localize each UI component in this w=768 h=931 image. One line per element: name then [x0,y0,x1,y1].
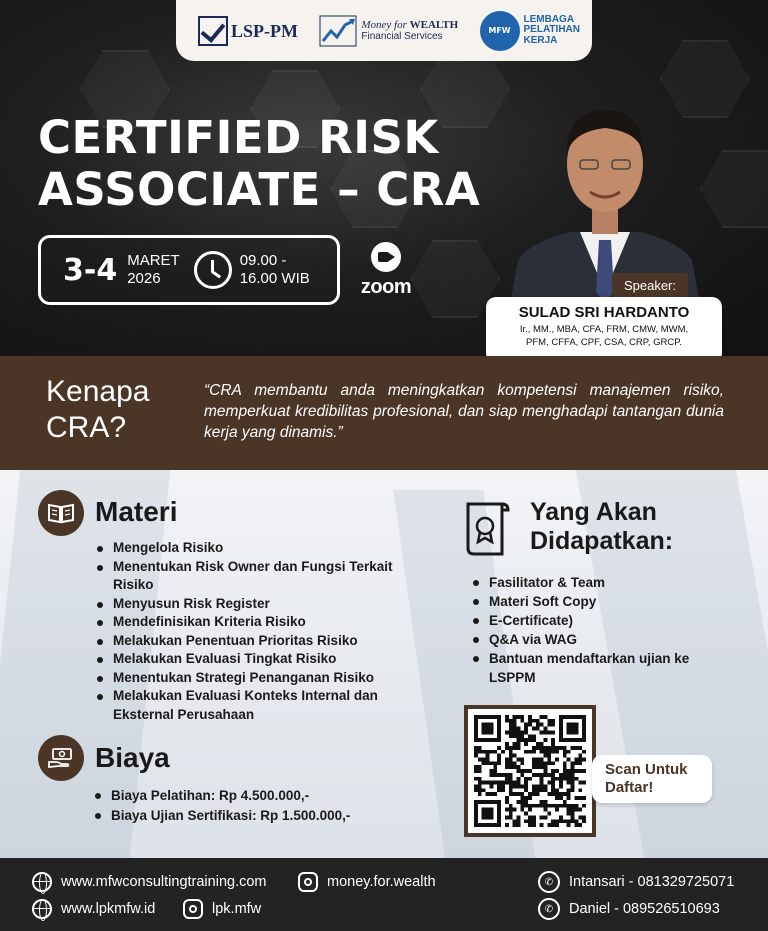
list-item: Menyusun Risk Register [95,595,430,614]
footer-website-1[interactable] [32,872,267,892]
event-time-start: 09.00 - [239,252,287,269]
list-item: Menentukan Risk Owner dan Fungsi Terkait Risiko [95,558,430,595]
whatsapp-icon: ✆ [538,898,560,920]
website-2-text[interactable]: www.lpkmfw.id [61,901,156,917]
title-line-1: CERTIFIED RISK [38,111,439,164]
certificate-icon [462,500,514,558]
materi-list [95,539,430,724]
list-item: Bantuan mendaftarkan ujian ke LSPPM [471,649,721,687]
mfw-logo [319,15,458,47]
list-item: Biaya Ujian Sertifikasi: Rp 1.500.000,- [93,806,433,826]
logo-bar [176,0,592,61]
footer-whatsapp-2[interactable] [538,898,720,920]
title-line-2: ASSOCIATE – CRA [38,163,481,216]
scan-callout [592,755,712,803]
platform-label: zoom [360,276,412,298]
footer-instagram-2[interactable] [183,899,261,919]
biaya-title: Biaya [95,742,170,773]
qr-code[interactable] [464,705,596,837]
benefits-list [471,573,721,687]
book-icon [38,490,84,536]
list-item: E-Certificate) [471,611,721,630]
list-item: Materi Soft Copy [471,592,721,611]
lpk-text-2: PELATIHAN [523,24,580,36]
event-date: 3-4 [63,252,118,288]
benefits-title-line-1: Yang Akan [530,498,657,526]
speaker-name: SULAD SRI HARDANTO [518,304,690,321]
instagram-2-text[interactable]: lpk.mfw [212,901,262,917]
globe-icon [32,872,52,892]
lpk-logo [480,11,580,51]
speaker-label: Speaker: [612,273,688,297]
whatsapp-icon: ✆ [538,871,560,893]
event-schedule-box [38,235,340,305]
why-section [0,356,768,470]
website-1-text[interactable]: www.mfwconsultingtraining.com [61,874,267,890]
page-title [38,112,518,216]
speaker-credentials-1: Ir., MM., MBA, CFA, FRM, CMW, MWM, [519,324,689,335]
money-hand-icon [38,735,84,781]
why-title-line-1: Kenapa [46,375,150,408]
scan-text-1: Scan Untuk [605,761,688,778]
footer-whatsapp-1[interactable] [538,871,734,893]
event-month: MARET [127,252,180,269]
why-title [46,374,149,446]
lpk-emblem: MFW [480,11,520,51]
footer-website-2[interactable] [32,899,155,919]
list-item: Q&A via WAG [471,630,721,649]
list-item: Mendefinisikan Kriteria Risiko [95,613,430,632]
mfw-text-1: Money for [361,19,407,31]
mfw-text-2: Financial Services [361,31,443,42]
list-item: Melakukan Evaluasi Konteks Internal dan Eksternal Perusahaan [95,687,430,724]
event-time-end: 16.00 WIB [239,270,310,287]
chart-growth-icon [319,15,357,47]
qr-code-image [474,715,586,827]
speaker-card [486,297,722,363]
biaya-list [93,786,433,826]
materi-title: Materi [95,496,178,527]
lsp-pm-logo [198,16,298,46]
scan-text-2: Daftar! [605,779,654,796]
lsp-logo-text: LSP-PM [231,20,298,41]
whatsapp-1-text[interactable]: Intansari - 081329725071 [569,874,735,890]
why-quote: “CRA membantu anda meningkatkan kompetensi manajemen risiko, memperkuat kredibilitas profesional, dan siap menghadapi tantangan dunia kerja yang dinamis.” [204,382,724,441]
decor-hexagon [700,150,768,228]
whatsapp-2-text[interactable]: Daniel - 089526510693 [569,901,720,917]
footer-instagram-1[interactable] [298,872,436,892]
instagram-icon [298,872,318,892]
mfw-text-bold: WEALTH [409,19,459,31]
list-item: Mengelola Risiko [95,539,430,558]
list-item: Fasilitator & Team [471,573,721,592]
why-title-line-2: CRA? [46,411,127,444]
clock-icon [194,251,232,289]
list-item: Melakukan Penentuan Prioritas Risiko [95,632,430,651]
list-item: Melakukan Evaluasi Tingkat Risiko [95,650,430,669]
zoom-logo [352,242,420,299]
list-item: Biaya Pelatihan: Rp 4.500.000,- [93,786,433,806]
checkmark-icon [198,16,228,46]
lpk-text-3: KERJA [523,34,558,46]
instagram-icon [183,899,203,919]
footer [0,858,768,931]
benefits-title-line-2: Didapatkan: [530,527,674,555]
list-item: Menentukan Strategi Penanganan Risiko [95,669,430,688]
instagram-1-text[interactable]: money.for.wealth [327,874,436,890]
video-camera-icon [371,242,401,272]
event-year: 2026 [127,270,161,287]
benefits-title [530,498,673,556]
globe-icon [32,899,52,919]
speaker-credentials-2: PFM, CFFA, CPF, CSA, CRP, GRCP. [526,337,682,348]
lpk-text-1: LEMBAGA [523,13,575,25]
